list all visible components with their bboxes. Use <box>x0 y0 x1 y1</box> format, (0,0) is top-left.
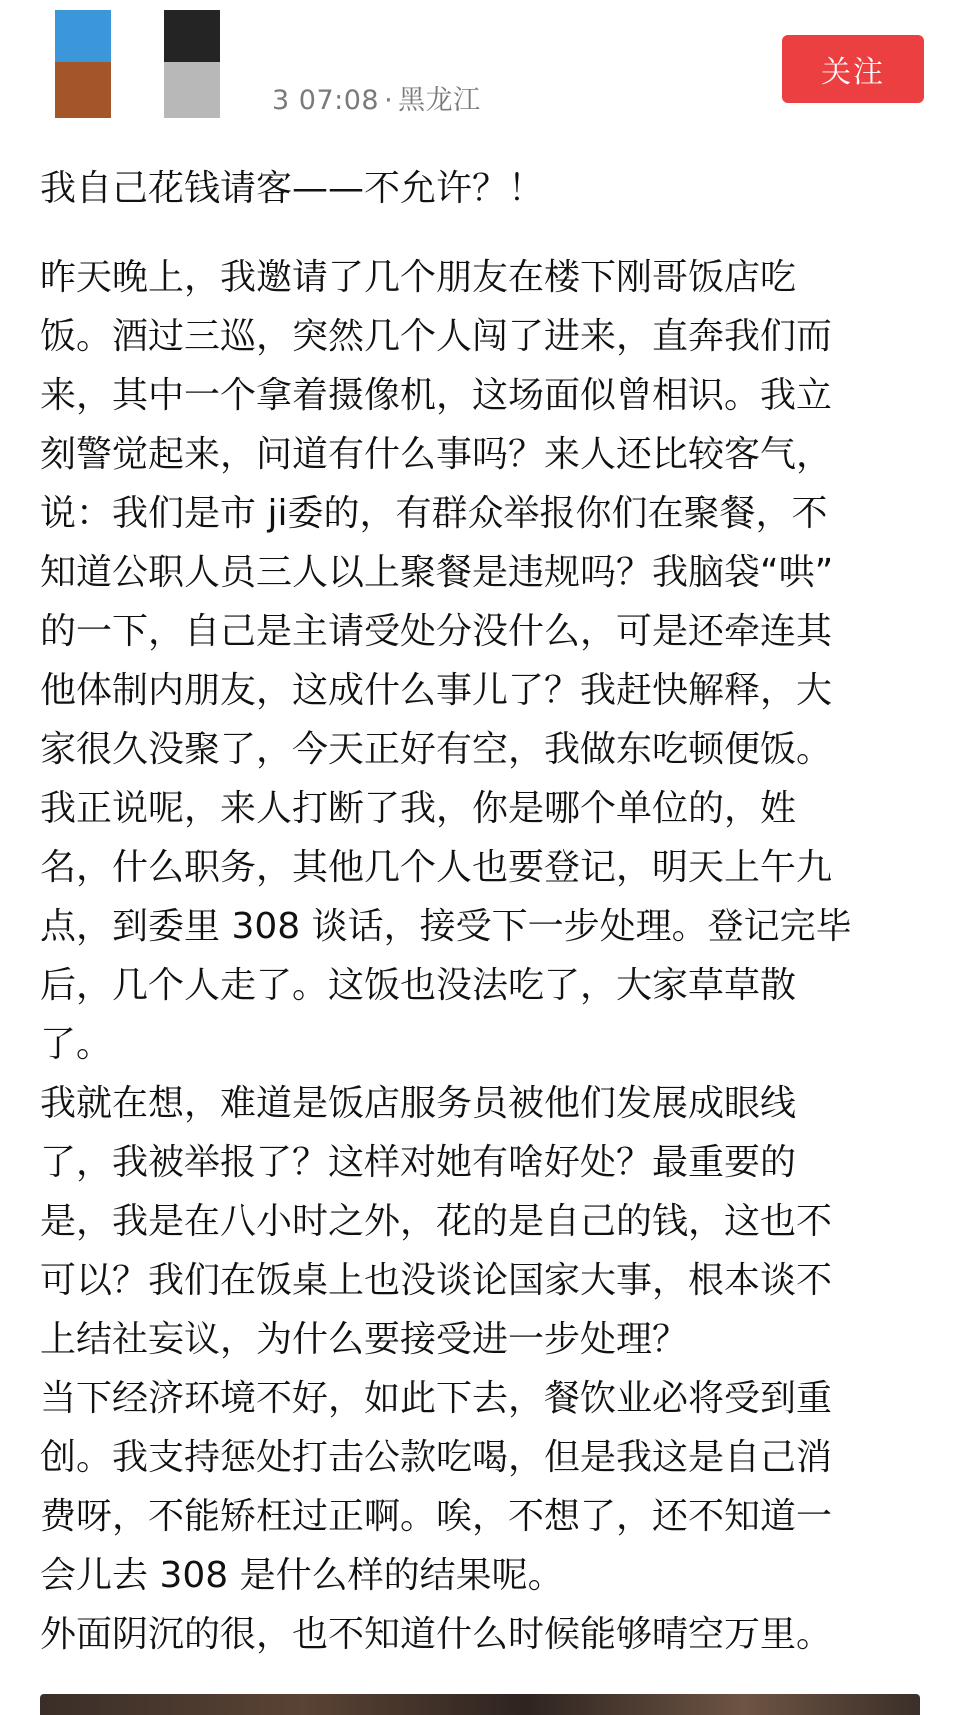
user-avatar-icon[interactable] <box>55 10 111 118</box>
avatar-bottom-block <box>55 62 111 118</box>
post-line: 当下经济环境不好，如此下去，餐饮业必将受到重 <box>40 1378 833 1419</box>
post-line: 创。我支持惩处打击公款吃喝，但是我这是自己消 <box>40 1437 833 1478</box>
post-line: 的一下，自己是主请受处分没什么，可是还牵连其 <box>40 611 833 652</box>
meta-separator: · <box>384 85 394 116</box>
avatar-top-block <box>55 10 111 62</box>
post-meta <box>272 78 481 117</box>
post-line: 我正说呢，来人打断了我，你是哪个单位的，姓 <box>40 788 797 829</box>
post-line: 可以？我们在饭桌上也没谈论国家大事，根本谈不 <box>40 1260 833 1301</box>
post-time: 3 07:08 <box>272 85 380 116</box>
post-line: 说：我们是市 ji委的，有群众举报你们在聚餐，不 <box>40 493 828 534</box>
post-line: 费呀，不能矫枉过正啊。唉，不想了，还不知道一 <box>40 1496 833 1537</box>
post-line: 家很久没聚了，今天正好有空，我做东吃顿便饭。 <box>40 729 833 770</box>
post-line: 饭。酒过三巡，突然几个人闯了进来，直奔我们而 <box>40 316 833 357</box>
post-line: 我就在想，难道是饭店服务员被他们发展成眼线 <box>40 1083 797 1124</box>
post-body <box>40 248 920 1664</box>
post-line: 刻警觉起来，问道有什么事吗？来人还比较客气， <box>40 434 833 475</box>
post-title: 我自己花钱请客——不允许？！ <box>40 168 545 209</box>
post-line: 外面阴沉的很，也不知道什么时候能够晴空万里。 <box>40 1614 833 1655</box>
post-line: 了。 <box>40 1024 113 1065</box>
post-line: 昨天晚上，我邀请了几个朋友在楼下刚哥饭店吃 <box>40 257 797 298</box>
post-line: 是，我是在八小时之外，花的是自己的钱，这也不 <box>40 1201 833 1242</box>
post-line: 知道公职人员三人以上聚餐是违规吗？我脑袋“哄” <box>40 552 834 593</box>
follow-button[interactable]: 关注 <box>782 35 924 103</box>
post-line: 点，到委里 308 谈话，接受下一步处理。登记完毕 <box>40 906 852 947</box>
post-header <box>0 0 960 130</box>
username-redacted[interactable] <box>164 10 220 118</box>
username-top-block <box>164 10 220 62</box>
post-image-preview[interactable] <box>40 1694 920 1715</box>
post-line: 来，其中一个拿着摄像机，这场面似曾相识。我立 <box>40 375 833 416</box>
post-line: 了，我被举报了？这样对她有啥好处？最重要的 <box>40 1142 797 1183</box>
post-line: 他体制内朋友，这成什么事儿了？我赶快解释，大 <box>40 670 833 711</box>
post-line: 上结社妄议，为什么要接受进一步处理？ <box>40 1319 689 1360</box>
post-line: 会儿去 308 是什么样的结果呢。 <box>40 1555 564 1596</box>
post-line: 名，什么职务，其他几个人也要登记，明天上午九 <box>40 847 833 888</box>
post-location: 黑龙江 <box>398 85 481 116</box>
post-line: 后，几个人走了。这饭也没法吃了，大家草草散 <box>40 965 797 1006</box>
username-bottom-block <box>164 62 220 118</box>
